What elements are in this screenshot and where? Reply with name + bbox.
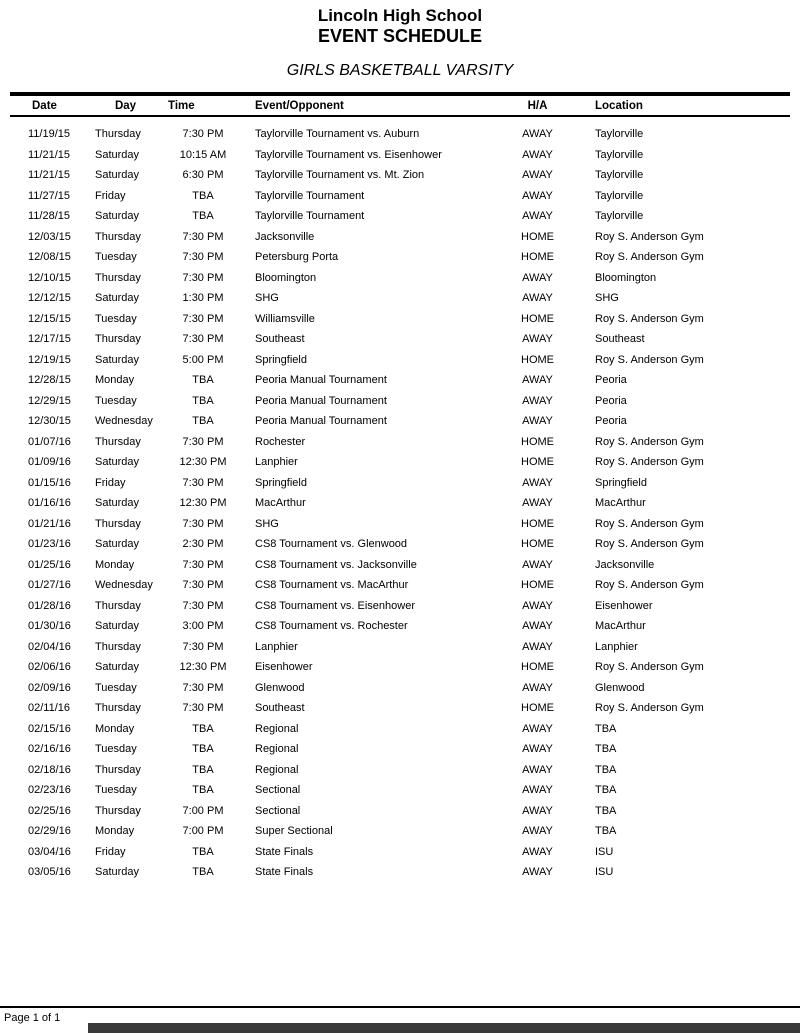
location-cell: Springfield <box>595 476 647 489</box>
home-away-cell: HOME <box>521 517 554 530</box>
event-cell: Regional <box>255 722 299 735</box>
header-date: Date <box>32 99 57 112</box>
event-cell: CS8 Tournament vs. Jacksonville <box>255 558 417 571</box>
home-away-cell: AWAY <box>522 825 553 838</box>
date-cell: 01/25/16 <box>28 558 71 571</box>
day-cell: Tuesday <box>95 681 137 694</box>
event-cell: Taylorville Tournament <box>255 189 365 202</box>
day-cell: Saturday <box>95 620 140 633</box>
date-cell: 01/23/16 <box>28 538 71 551</box>
day-cell: Friday <box>95 845 126 858</box>
date-cell: 12/28/15 <box>28 374 71 387</box>
home-away-cell: AWAY <box>522 784 553 797</box>
event-cell: Southeast <box>255 333 305 346</box>
header-row <box>10 94 790 116</box>
date-cell: 12/19/15 <box>28 353 71 366</box>
date-cell: 01/21/16 <box>28 517 71 530</box>
event-cell: CS8 Tournament vs. Eisenhower <box>255 599 415 612</box>
location-cell: Peoria <box>595 415 627 428</box>
location-cell: Roy S. Anderson Gym <box>595 251 704 264</box>
table-row <box>10 247 790 268</box>
date-cell: 11/28/15 <box>28 210 71 223</box>
table-row <box>10 760 790 781</box>
day-cell: Saturday <box>95 456 140 469</box>
day-cell: Thursday <box>95 128 141 141</box>
event-cell: Peoria Manual Tournament <box>255 394 387 407</box>
location-cell: Roy S. Anderson Gym <box>595 517 704 530</box>
location-cell: Taylorville <box>595 148 644 161</box>
date-cell: 01/07/16 <box>28 435 71 448</box>
event-cell: Williamsville <box>255 312 315 325</box>
time-cell: TBA <box>192 866 214 879</box>
table-row <box>10 206 790 227</box>
time-cell: 6:30 PM <box>182 169 224 182</box>
table-row <box>10 309 790 330</box>
date-cell: 11/21/15 <box>28 169 71 182</box>
day-cell: Tuesday <box>95 394 137 407</box>
home-away-cell: AWAY <box>522 599 553 612</box>
table-row <box>10 637 790 658</box>
table-row <box>10 596 790 617</box>
table-row <box>10 145 790 166</box>
time-cell: 7:30 PM <box>182 558 224 571</box>
table-row <box>10 452 790 473</box>
event-cell: Petersburg Porta <box>255 251 339 264</box>
event-cell: Peoria Manual Tournament <box>255 374 387 387</box>
bottom-dark-bar <box>88 1023 800 1033</box>
day-cell: Monday <box>95 558 135 571</box>
date-cell: 11/27/15 <box>28 189 71 202</box>
time-cell: TBA <box>192 415 214 428</box>
time-cell: 7:30 PM <box>182 517 224 530</box>
day-cell: Saturday <box>95 353 140 366</box>
home-away-cell: AWAY <box>522 476 553 489</box>
time-cell: 12:30 PM <box>179 661 227 674</box>
home-away-cell: HOME <box>521 702 554 715</box>
event-cell: Lanphier <box>255 456 298 469</box>
location-cell: TBA <box>595 763 617 776</box>
day-cell: Tuesday <box>95 784 137 797</box>
location-cell: Taylorville <box>595 210 644 223</box>
location-cell: Roy S. Anderson Gym <box>595 579 704 592</box>
table-row <box>10 473 790 494</box>
table-row <box>10 862 790 883</box>
date-cell: 12/10/15 <box>28 271 71 284</box>
page-number: Page 1 of 1 <box>4 1012 61 1024</box>
table-row <box>10 698 790 719</box>
day-cell: Monday <box>95 722 135 735</box>
event-cell: Springfield <box>255 476 307 489</box>
day-cell: Thursday <box>95 271 141 284</box>
time-cell: 7:30 PM <box>182 230 224 243</box>
day-cell: Saturday <box>95 538 140 551</box>
event-cell: State Finals <box>255 866 314 879</box>
time-cell: 7:30 PM <box>182 333 224 346</box>
table-row <box>10 288 790 309</box>
home-away-cell: AWAY <box>522 169 553 182</box>
location-cell: MacArthur <box>595 497 646 510</box>
time-cell: 10:15 AM <box>179 148 227 161</box>
time-cell: 2:30 PM <box>182 538 224 551</box>
date-cell: 02/11/16 <box>28 702 71 715</box>
time-cell: 7:30 PM <box>182 579 224 592</box>
header-time: Time <box>168 99 195 112</box>
location-cell: Roy S. Anderson Gym <box>595 312 704 325</box>
event-cell: Glenwood <box>255 681 305 694</box>
table-row <box>10 329 790 350</box>
day-cell: Saturday <box>95 497 140 510</box>
event-cell: Regional <box>255 763 299 776</box>
date-cell: 03/05/16 <box>28 866 71 879</box>
home-away-cell: AWAY <box>522 210 553 223</box>
table-row <box>10 493 790 514</box>
time-cell: 7:30 PM <box>182 312 224 325</box>
table-row <box>10 370 790 391</box>
time-cell: 3:00 PM <box>182 620 224 633</box>
home-away-cell: HOME <box>521 456 554 469</box>
table-row <box>10 124 790 145</box>
time-cell: 7:00 PM <box>182 804 224 817</box>
date-cell: 02/09/16 <box>28 681 71 694</box>
day-cell: Saturday <box>95 661 140 674</box>
date-cell: 01/27/16 <box>28 579 71 592</box>
home-away-cell: AWAY <box>522 271 553 284</box>
table-row <box>10 719 790 740</box>
event-cell: Sectional <box>255 784 301 797</box>
time-cell: TBA <box>192 845 214 858</box>
table-row <box>10 165 790 186</box>
home-away-cell: HOME <box>521 661 554 674</box>
event-cell: SHG <box>255 292 279 305</box>
event-cell: Eisenhower <box>255 661 313 674</box>
time-cell: 7:30 PM <box>182 640 224 653</box>
table-row <box>10 657 790 678</box>
location-cell: Taylorville <box>595 189 644 202</box>
date-cell: 01/09/16 <box>28 456 71 469</box>
location-cell: Roy S. Anderson Gym <box>595 435 704 448</box>
table-row <box>10 391 790 412</box>
schedule-table <box>10 92 790 883</box>
time-cell: 7:00 PM <box>182 825 224 838</box>
home-away-cell: AWAY <box>522 558 553 571</box>
location-cell: Roy S. Anderson Gym <box>595 456 704 469</box>
home-away-cell: HOME <box>521 312 554 325</box>
home-away-cell: HOME <box>521 538 554 551</box>
location-cell: Roy S. Anderson Gym <box>595 230 704 243</box>
day-cell: Saturday <box>95 148 140 161</box>
day-cell: Tuesday <box>95 312 137 325</box>
location-cell: Taylorville <box>595 128 644 141</box>
location-cell: Roy S. Anderson Gym <box>595 702 704 715</box>
document-header <box>0 0 800 80</box>
table-row <box>10 227 790 248</box>
day-cell: Monday <box>95 374 135 387</box>
event-cell: Taylorville Tournament vs. Auburn <box>255 128 420 141</box>
day-cell: Wednesday <box>95 579 153 592</box>
time-cell: 7:30 PM <box>182 599 224 612</box>
time-cell: 7:30 PM <box>182 271 224 284</box>
home-away-cell: AWAY <box>522 845 553 858</box>
time-cell: TBA <box>192 743 214 756</box>
time-cell: TBA <box>192 394 214 407</box>
event-schedule-title: EVENT SCHEDULE <box>317 26 483 46</box>
day-cell: Saturday <box>95 292 140 305</box>
school-title: Lincoln High School <box>317 6 483 25</box>
table-row <box>10 575 790 596</box>
table-row <box>10 739 790 760</box>
date-cell: 12/15/15 <box>28 312 71 325</box>
location-cell: Southeast <box>595 333 645 346</box>
home-away-cell: AWAY <box>522 743 553 756</box>
home-away-cell: AWAY <box>522 128 553 141</box>
home-away-cell: AWAY <box>522 804 553 817</box>
event-cell: Super Sectional <box>255 825 333 838</box>
day-cell: Tuesday <box>95 251 137 264</box>
event-cell: CS8 Tournament vs. Glenwood <box>255 538 408 551</box>
home-away-cell: AWAY <box>522 374 553 387</box>
day-cell: Thursday <box>95 435 141 448</box>
schedule-body <box>10 116 790 883</box>
home-away-cell: AWAY <box>522 497 553 510</box>
home-away-cell: AWAY <box>522 394 553 407</box>
location-cell: SHG <box>595 292 619 305</box>
header-home-away: H/A <box>527 99 548 112</box>
event-cell: CS8 Tournament vs. Rochester <box>255 620 408 633</box>
location-cell: Roy S. Anderson Gym <box>595 661 704 674</box>
event-cell: CS8 Tournament vs. MacArthur <box>255 579 409 592</box>
date-cell: 11/19/15 <box>28 128 71 141</box>
event-cell: Taylorville Tournament vs. Mt. Zion <box>255 169 425 182</box>
home-away-cell: AWAY <box>522 620 553 633</box>
date-cell: 01/30/16 <box>28 620 71 633</box>
schedule-table-container <box>10 92 790 883</box>
location-cell: TBA <box>595 804 617 817</box>
time-cell: TBA <box>192 374 214 387</box>
event-cell: Rochester <box>255 435 306 448</box>
date-cell: 02/15/16 <box>28 722 71 735</box>
table-row <box>10 186 790 207</box>
event-cell: Taylorville Tournament <box>255 210 365 223</box>
location-cell: Taylorville <box>595 169 644 182</box>
home-away-cell: HOME <box>521 579 554 592</box>
date-cell: 02/06/16 <box>28 661 71 674</box>
location-cell: ISU <box>595 845 614 858</box>
time-cell: 7:30 PM <box>182 251 224 264</box>
event-cell: Lanphier <box>255 640 298 653</box>
event-cell: Regional <box>255 743 299 756</box>
time-cell: 7:30 PM <box>182 681 224 694</box>
time-cell: TBA <box>192 763 214 776</box>
date-cell: 01/28/16 <box>28 599 71 612</box>
event-cell: Jacksonville <box>255 230 315 243</box>
header-event: Event/Opponent <box>255 99 344 112</box>
day-cell: Thursday <box>95 517 141 530</box>
date-cell: 02/04/16 <box>28 640 71 653</box>
event-cell: Bloomington <box>255 271 317 284</box>
time-cell: 12:30 PM <box>179 456 227 469</box>
table-row <box>10 780 790 801</box>
location-cell: Roy S. Anderson Gym <box>595 538 704 551</box>
event-cell: Springfield <box>255 353 307 366</box>
footer-divider <box>0 1006 800 1008</box>
time-cell: 7:30 PM <box>182 435 224 448</box>
location-cell: Jacksonville <box>595 558 655 571</box>
time-cell: 7:30 PM <box>182 476 224 489</box>
table-row <box>10 268 790 289</box>
home-away-cell: HOME <box>521 353 554 366</box>
location-cell: Roy S. Anderson Gym <box>595 353 704 366</box>
home-away-cell: AWAY <box>522 333 553 346</box>
home-away-cell: AWAY <box>522 722 553 735</box>
day-cell: Monday <box>95 825 135 838</box>
date-cell: 12/03/15 <box>28 230 71 243</box>
location-cell: Eisenhower <box>595 599 653 612</box>
day-cell: Tuesday <box>95 743 137 756</box>
home-away-cell: HOME <box>521 230 554 243</box>
event-cell: Southeast <box>255 702 305 715</box>
time-cell: TBA <box>192 210 214 223</box>
event-cell: SHG <box>255 517 279 530</box>
home-away-cell: HOME <box>521 435 554 448</box>
table-row <box>10 432 790 453</box>
date-cell: 11/21/15 <box>28 148 71 161</box>
day-cell: Thursday <box>95 702 141 715</box>
location-cell: ISU <box>595 866 614 879</box>
location-cell: TBA <box>595 722 617 735</box>
location-cell: Glenwood <box>595 681 645 694</box>
day-cell: Thursday <box>95 333 141 346</box>
day-cell: Saturday <box>95 866 140 879</box>
day-cell: Thursday <box>95 599 141 612</box>
table-row <box>10 616 790 637</box>
date-cell: 12/30/15 <box>28 415 71 428</box>
home-away-cell: AWAY <box>522 148 553 161</box>
home-away-cell: AWAY <box>522 415 553 428</box>
home-away-cell: AWAY <box>522 640 553 653</box>
location-cell: TBA <box>595 784 617 797</box>
time-cell: 7:30 PM <box>182 128 224 141</box>
location-cell: MacArthur <box>595 620 646 633</box>
location-cell: Peoria <box>595 374 627 387</box>
day-cell: Wednesday <box>95 415 153 428</box>
table-row <box>10 555 790 576</box>
date-cell: 02/18/16 <box>28 763 71 776</box>
home-away-cell: AWAY <box>522 866 553 879</box>
event-cell: MacArthur <box>255 497 306 510</box>
day-cell: Thursday <box>95 640 141 653</box>
location-cell: TBA <box>595 825 617 838</box>
time-cell: 7:30 PM <box>182 702 224 715</box>
home-away-cell: AWAY <box>522 763 553 776</box>
date-cell: 12/29/15 <box>28 394 71 407</box>
event-cell: Taylorville Tournament vs. Eisenhower <box>255 148 442 161</box>
time-cell: 5:00 PM <box>182 353 224 366</box>
day-cell: Friday <box>95 476 126 489</box>
table-row <box>10 411 790 432</box>
table-row <box>10 842 790 863</box>
date-cell: 02/23/16 <box>28 784 71 797</box>
event-cell: State Finals <box>255 845 314 858</box>
day-cell: Thursday <box>95 763 141 776</box>
location-cell: TBA <box>595 743 617 756</box>
header-location: Location <box>595 99 643 112</box>
date-cell: 12/17/15 <box>28 333 71 346</box>
table-row <box>10 514 790 535</box>
table-row <box>10 678 790 699</box>
location-cell: Lanphier <box>595 640 638 653</box>
table-header <box>10 94 790 116</box>
event-cell: Peoria Manual Tournament <box>255 415 387 428</box>
day-cell: Thursday <box>95 804 141 817</box>
home-away-cell: AWAY <box>522 681 553 694</box>
time-cell: TBA <box>192 189 214 202</box>
header-day: Day <box>114 99 137 112</box>
date-cell: 12/08/15 <box>28 251 71 264</box>
day-cell: Saturday <box>95 169 140 182</box>
date-cell: 02/29/16 <box>28 825 71 838</box>
time-cell: TBA <box>192 784 214 797</box>
team-title: GIRLS BASKETBALL VARSITY <box>286 62 514 79</box>
home-away-cell: AWAY <box>522 189 553 202</box>
table-row <box>10 534 790 555</box>
date-cell: 02/25/16 <box>28 804 71 817</box>
table-row <box>10 350 790 371</box>
time-cell: 1:30 PM <box>182 292 224 305</box>
date-cell: 12/12/15 <box>28 292 71 305</box>
table-row <box>10 801 790 822</box>
date-cell: 01/15/16 <box>28 476 71 489</box>
table-row <box>10 821 790 842</box>
day-cell: Friday <box>95 189 126 202</box>
home-away-cell: AWAY <box>522 292 553 305</box>
time-cell: 12:30 PM <box>179 497 227 510</box>
location-cell: Peoria <box>595 394 627 407</box>
date-cell: 01/16/16 <box>28 497 71 510</box>
day-cell: Thursday <box>95 230 141 243</box>
time-cell: TBA <box>192 722 214 735</box>
location-cell: Bloomington <box>595 271 657 284</box>
event-cell: Sectional <box>255 804 301 817</box>
home-away-cell: HOME <box>521 251 554 264</box>
day-cell: Saturday <box>95 210 140 223</box>
date-cell: 03/04/16 <box>28 845 71 858</box>
date-cell: 02/16/16 <box>28 743 71 756</box>
